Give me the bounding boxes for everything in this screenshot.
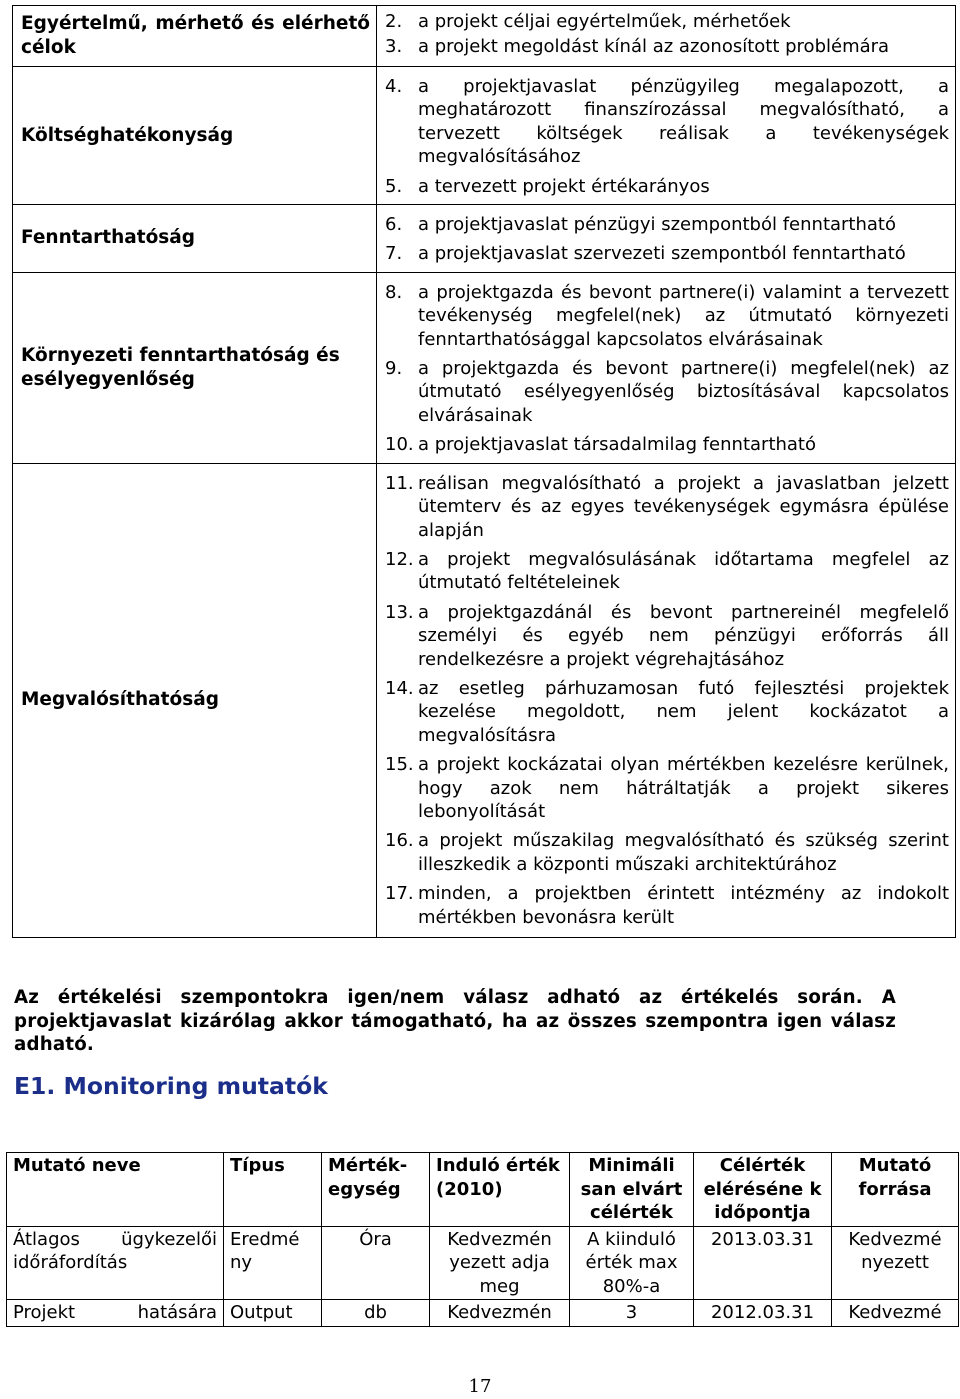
- table-cell: db: [322, 1300, 430, 1327]
- criteria-row: [13, 6, 956, 67]
- table-cell: Kedvezmén yezett adja meg: [430, 1226, 570, 1300]
- evaluation-note: Az értékelési szempontokra igen/nem válasz adható az értékelés során. A projektjavaslat kizárólag akkor támogatható, ha az összes szempontra igen válasz adható.: [14, 987, 896, 1056]
- page-number: 17: [468, 1376, 492, 1397]
- table-row: [7, 1226, 959, 1300]
- column-header: Mutató forrása: [832, 1153, 959, 1227]
- item-text: a projektgazda és bevont partnere(i) megfelel(nek) az útmutató esélyegyenlőség biztosításával kapcsolatos elvárásainak: [418, 358, 949, 426]
- table-cell: Kedvezmén: [430, 1300, 570, 1327]
- item-text: a projekt megoldást kínál az azonosított problémára: [418, 36, 890, 58]
- criteria-category: Fenntarthatóság: [13, 205, 377, 273]
- column-header: Induló érték (2010): [430, 1153, 570, 1227]
- table-cell: Kedvezmé nyezett: [832, 1226, 959, 1300]
- criteria-items: [377, 6, 956, 67]
- criteria-row: [13, 67, 956, 205]
- item-number: 11.: [385, 472, 414, 494]
- item-number: 4.: [385, 76, 403, 97]
- table-cell: Kedvezmé: [832, 1300, 959, 1327]
- table-cell: 2012.03.31: [694, 1300, 832, 1327]
- table-cell: 2013.03.31: [694, 1226, 832, 1300]
- item-text: a projektjavaslat pénzügyileg megalapozott, a meghatározott finanszírozással megvalósítható, a tervezett költségek reálisak a tevékenységek megvalósításához: [418, 76, 949, 168]
- criteria-category: Költséghatékonyság: [13, 67, 377, 205]
- item-text: a projekt megvalósulásának időtartama megfelel az útmutató feltételeinek: [418, 548, 949, 594]
- table-cell: 3: [570, 1300, 694, 1327]
- item-number: 17.: [385, 883, 414, 905]
- evaluation-criteria-table: [12, 5, 956, 938]
- criteria-item: [385, 548, 949, 595]
- criteria-category: Környezeti fenntarthatóság és esélyegyenlőség: [13, 272, 377, 463]
- item-number: 13.: [385, 601, 414, 623]
- item-number: 15.: [385, 754, 414, 776]
- criteria-row: [13, 272, 956, 463]
- item-number: 7.: [385, 243, 403, 265]
- criteria-item: [385, 433, 949, 456]
- item-number: 3.: [385, 36, 403, 58]
- criteria-item: [385, 213, 949, 236]
- criteria-category: Egyértelmű, mérhető és elérhető célok: [13, 6, 377, 67]
- item-text: minden, a projektben érintett intézmény az indokolt mértékben bevonásra került: [418, 883, 949, 928]
- item-text: a projektjavaslat szervezeti szempontból fenntartható: [418, 243, 906, 265]
- item-text: a projektjavaslat pénzügyi szempontból fenntartható: [418, 214, 897, 236]
- item-number: 9.: [385, 358, 403, 380]
- item-text: a projekt műszakilag megvalósítható és szükség szerint illeszkedik a központi műszaki architektúrához: [418, 830, 949, 875]
- criteria-item: [385, 882, 949, 929]
- table-cell: Átlagos ügykezelői időráfordítás: [7, 1226, 224, 1300]
- section-title: E1. Monitoring mutatók: [14, 1072, 328, 1100]
- criteria-row: [13, 463, 956, 937]
- criteria-item: [385, 10, 949, 33]
- item-number: 14.: [385, 677, 414, 699]
- item-number: 10.: [385, 434, 414, 456]
- criteria-item: [385, 75, 949, 169]
- item-number: 16.: [385, 830, 414, 852]
- column-header: Típus: [224, 1153, 322, 1227]
- criteria-item: [385, 35, 949, 58]
- item-text: reálisan megvalósítható a projekt a javaslatban jelzett ütemterv és az egyes tevékenységek egymásra épülése alapján: [418, 472, 949, 541]
- item-text: a projekt kockázatai olyan mértékben kezelésre kerülnek, hogy azok nem hátráltatják a projekt sikeres lebonyolítását: [418, 754, 949, 822]
- criteria-item: [385, 677, 949, 747]
- criteria-items: [377, 272, 956, 463]
- table-cell: Óra: [322, 1226, 430, 1300]
- item-number: 12.: [385, 548, 414, 570]
- item-text: a projektgazdánál és bevont partnereinél megfelelő személyi és egyéb nem pénzügyi erőforrás áll rendelkezésre a projekt végrehajtásához: [418, 601, 949, 670]
- item-number: 6.: [385, 214, 403, 236]
- item-text: a tervezett projekt értékarányos: [418, 175, 710, 197]
- item-text: a projekt céljai egyértelműek, mérhetőek: [418, 11, 791, 32]
- table-cell: Projekt hatására: [7, 1300, 224, 1327]
- criteria-category: Megvalósíthatóság: [13, 463, 377, 937]
- criteria-items: [377, 205, 956, 273]
- criteria-item: [385, 829, 949, 876]
- criteria-item: [385, 242, 949, 265]
- criteria-row: [13, 205, 956, 273]
- table-cell: A kiinduló érték max 80%-a: [570, 1226, 694, 1300]
- column-header: Minimáli san elvárt célérték: [570, 1153, 694, 1227]
- column-header: Mutató neve: [7, 1153, 224, 1227]
- item-text: a projektjavaslat társadalmilag fenntartható: [418, 434, 817, 456]
- table-header-row: [7, 1153, 959, 1227]
- criteria-item: [385, 281, 949, 351]
- criteria-item: [385, 753, 949, 823]
- monitoring-table: [6, 1152, 959, 1327]
- table-cell: Output: [224, 1300, 322, 1327]
- criteria-items: [377, 67, 956, 205]
- item-number: 5.: [385, 175, 403, 197]
- criteria-item: [385, 601, 949, 671]
- item-text: az esetleg párhuzamosan futó fejlesztési projektek kezelése megoldott, nem jelent kockázatot a megvalósításra: [418, 677, 949, 746]
- criteria-item: [385, 175, 949, 198]
- column-header: Mérték-egység: [322, 1153, 430, 1227]
- column-header: Célérték eléréséne k időpontja: [694, 1153, 832, 1227]
- table-cell: Eredmé ny: [224, 1226, 322, 1300]
- item-number: 8.: [385, 281, 403, 303]
- item-text: a projektgazda és bevont partnere(i) valamint a tervezett tevékenység megfelel(nek) az útmutató környezeti fenntarthatósággal kapcsolatos elvárásainak: [418, 281, 949, 350]
- table-row: [7, 1300, 959, 1327]
- item-number: 2.: [385, 11, 403, 32]
- criteria-item: [385, 472, 949, 542]
- criteria-items: [377, 463, 956, 937]
- criteria-item: [385, 357, 949, 427]
